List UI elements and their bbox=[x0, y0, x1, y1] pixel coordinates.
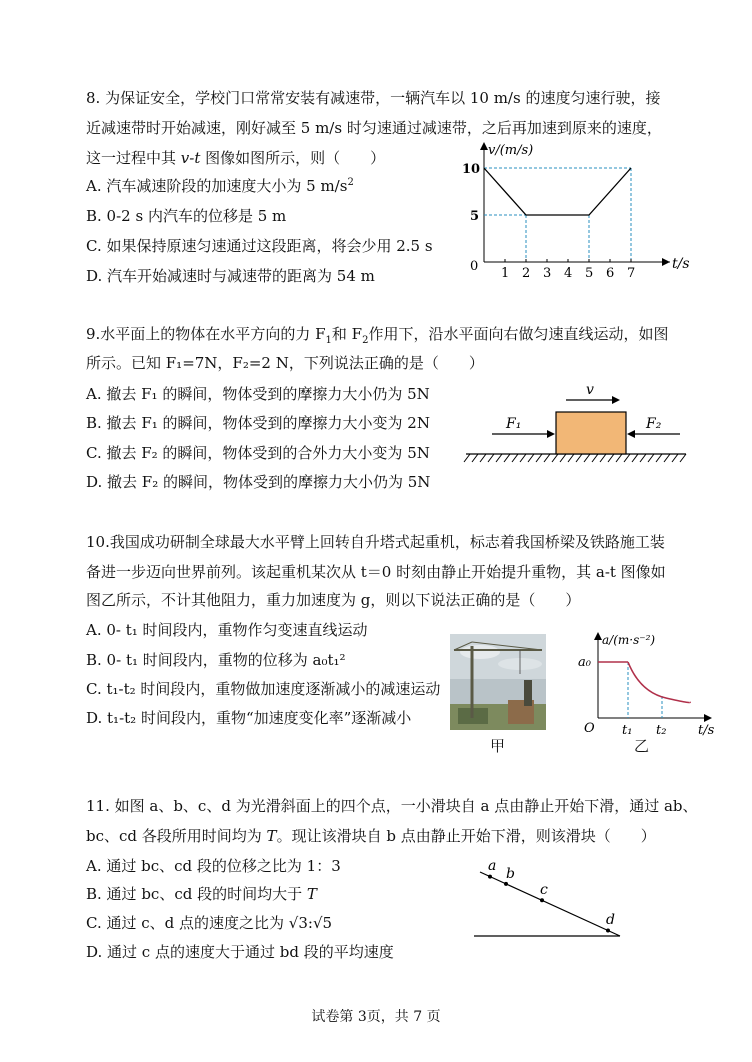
q10-option-d: D. t₁-t₂ 时间段内，重物“加速度变化率”逐渐减小 bbox=[86, 709, 412, 727]
at-x-label: t/s bbox=[698, 723, 715, 738]
q8-option-c: C. 如果保持原速匀速通过这段距离，将会少用 2.5 s bbox=[86, 237, 433, 255]
vt-series-line bbox=[484, 168, 631, 215]
at-y-arrow bbox=[594, 632, 602, 640]
vt-x-tick-label-4: 4 bbox=[564, 266, 573, 278]
v-label: v bbox=[586, 382, 594, 398]
f2-label: F₂ bbox=[646, 416, 662, 432]
at-x-arrow bbox=[704, 714, 712, 722]
page-footer: 试卷第 3页，共 7 页 bbox=[311, 1009, 441, 1025]
q10-option-a: A. 0- t₁ 时间段内，重物作匀变速直线运动 bbox=[86, 621, 368, 639]
q10-line2: 备进一步迈向世界前列。该起重机某次从 t＝0 时刻由静止开始提升重物，其 a-t 图像如 bbox=[86, 563, 666, 581]
at-origin: O bbox=[584, 721, 595, 736]
vt-x-label: t/s bbox=[672, 256, 690, 272]
q9-option-a: A. 撤去 F₁ 的瞬间，物体受到的摩擦力大小仍为 5N bbox=[86, 385, 430, 403]
vt-x-arrow bbox=[662, 258, 670, 266]
point-d bbox=[606, 929, 610, 933]
label-d: d bbox=[606, 912, 615, 928]
q8-option-d: D. 汽车开始减速时与减速带的距离为 54 m bbox=[86, 267, 375, 285]
q9-line1: 9.水平面上的物体在水平方向的力 $F_1$和 $F_2$作用下，沿水平面向右做匀速直线运动，如图 bbox=[86, 325, 669, 346]
q9-option-c: C. 撤去 F₂ 的瞬间，物体受到的合外力大小变为 5N bbox=[86, 444, 430, 462]
crane-photo bbox=[450, 634, 546, 730]
at-t2-label: t₂ bbox=[656, 723, 667, 738]
q8-line3-b: 图像如图所示，则（ ） bbox=[200, 149, 386, 167]
label-c: c bbox=[540, 882, 548, 898]
q10-line3: 图乙所示，不计其他阻力，重力加速度为 g，则以下说法正确的是（ ） bbox=[86, 591, 581, 609]
vt-y-tick-label-10: 10 bbox=[462, 162, 481, 177]
incline-surface bbox=[480, 872, 620, 936]
vt-x-tick-label-7: 7 bbox=[627, 266, 636, 278]
q11-option-a: A. 通过 bc、cd 段的位移之比为 1：3 bbox=[86, 857, 341, 875]
at-decreasing-curve bbox=[628, 662, 690, 703]
vt-y-label: v/(m/s) bbox=[488, 143, 534, 158]
q8-line1: 8. 为保证安全，学校门口常常安装有减速带，一辆汽车以 10 m/s 的速度匀速行驶，接 bbox=[86, 89, 661, 107]
force-diagram bbox=[462, 378, 692, 468]
q11-option-d: D. 通过 c 点的速度大于通过 bd 段的平均速度 bbox=[86, 943, 394, 961]
vt-y-arrow bbox=[480, 142, 488, 150]
velocity-arrowhead bbox=[612, 396, 620, 404]
at-y-label: a/(m·s⁻²) bbox=[602, 633, 656, 647]
q11-option-c: C. 通过 c、d 点的速度之比为 √3:√5 bbox=[86, 914, 333, 932]
q8-line3-a: 这一过程中其 bbox=[86, 149, 181, 167]
vt-y-tick-label-5: 5 bbox=[470, 209, 480, 224]
f1-label: F₁ bbox=[506, 416, 522, 432]
at-a0-label: a₀ bbox=[578, 655, 591, 670]
q11-option-b: B. 通过 bc、cd 段的时间均大于 T bbox=[86, 885, 317, 903]
point-a bbox=[488, 875, 492, 879]
q9-line2: 所示。已知 F₁=7N，F₂=2 N，下列说法正确的是（ ） bbox=[86, 354, 484, 372]
at-t1-label: t₁ bbox=[622, 723, 633, 738]
q11-line1: 11. 如图 a、b、c、d 为光滑斜面上的四个点，一小滑块自 a 点由静止开始下滑，通过 ab、 bbox=[86, 797, 698, 815]
q11-line2: bc、cd 各段所用时间均为 T。现让该滑块自 b 点由静止开始下滑，则该滑块（ ） bbox=[86, 827, 656, 845]
q8-option-b: B. 0-2 s 内汽车的位移是 5 m bbox=[86, 207, 287, 225]
vt-x-tick-label-5: 5 bbox=[585, 266, 594, 278]
vt-x-tick-label-6: 6 bbox=[606, 266, 615, 278]
block bbox=[556, 412, 626, 454]
chart-caption: 乙 bbox=[634, 737, 650, 755]
incline-diagram bbox=[466, 858, 636, 948]
q8-option-a: A. 汽车减速阶段的加速度大小为 5 $m/s^2$ bbox=[86, 177, 354, 195]
vt-origin: 0 bbox=[470, 259, 479, 274]
vt-x-tick-label-1: 1 bbox=[501, 266, 510, 278]
q8-line2: 近减速带时开始减速，刚好减至 5 m/s 时匀速通过减速带，之后再加速到原来的速度， bbox=[86, 119, 662, 137]
at-chart bbox=[574, 630, 724, 742]
label-a: a bbox=[488, 858, 497, 874]
f2-arrowhead bbox=[627, 430, 635, 438]
q10-option-b: B. 0- t₁ 时间段内，重物的位移为 a₀t₁² bbox=[86, 651, 346, 669]
q10-option-c: C. t₁-t₂ 时间段内，重物做加速度逐渐减小的减速运动 bbox=[86, 680, 441, 698]
f1-arrowhead bbox=[547, 430, 555, 438]
label-b: b bbox=[506, 866, 515, 882]
ground-hatching bbox=[464, 454, 686, 462]
q8-line3 bbox=[86, 148, 385, 168]
point-c bbox=[540, 898, 544, 902]
photo-caption: 甲 bbox=[490, 737, 506, 755]
point-b bbox=[504, 882, 508, 886]
q8-vt: v-t bbox=[180, 149, 201, 167]
q10-line1: 10.我国成功研制全球最大水平臂上回转自升塔式起重机，标志着我国桥梁及铁路施工装 bbox=[86, 533, 665, 551]
q9-option-b: B. 撤去 F₁ 的瞬间，物体受到的摩擦力大小变为 2N bbox=[86, 414, 430, 432]
vt-chart bbox=[450, 138, 700, 278]
q9-option-d: D. 撤去 F₂ 的瞬间，物体受到的摩擦力大小仍为 5N bbox=[86, 473, 431, 491]
vt-x-tick-label-2: 2 bbox=[522, 266, 531, 278]
vt-x-tick-label-3: 3 bbox=[543, 266, 552, 278]
